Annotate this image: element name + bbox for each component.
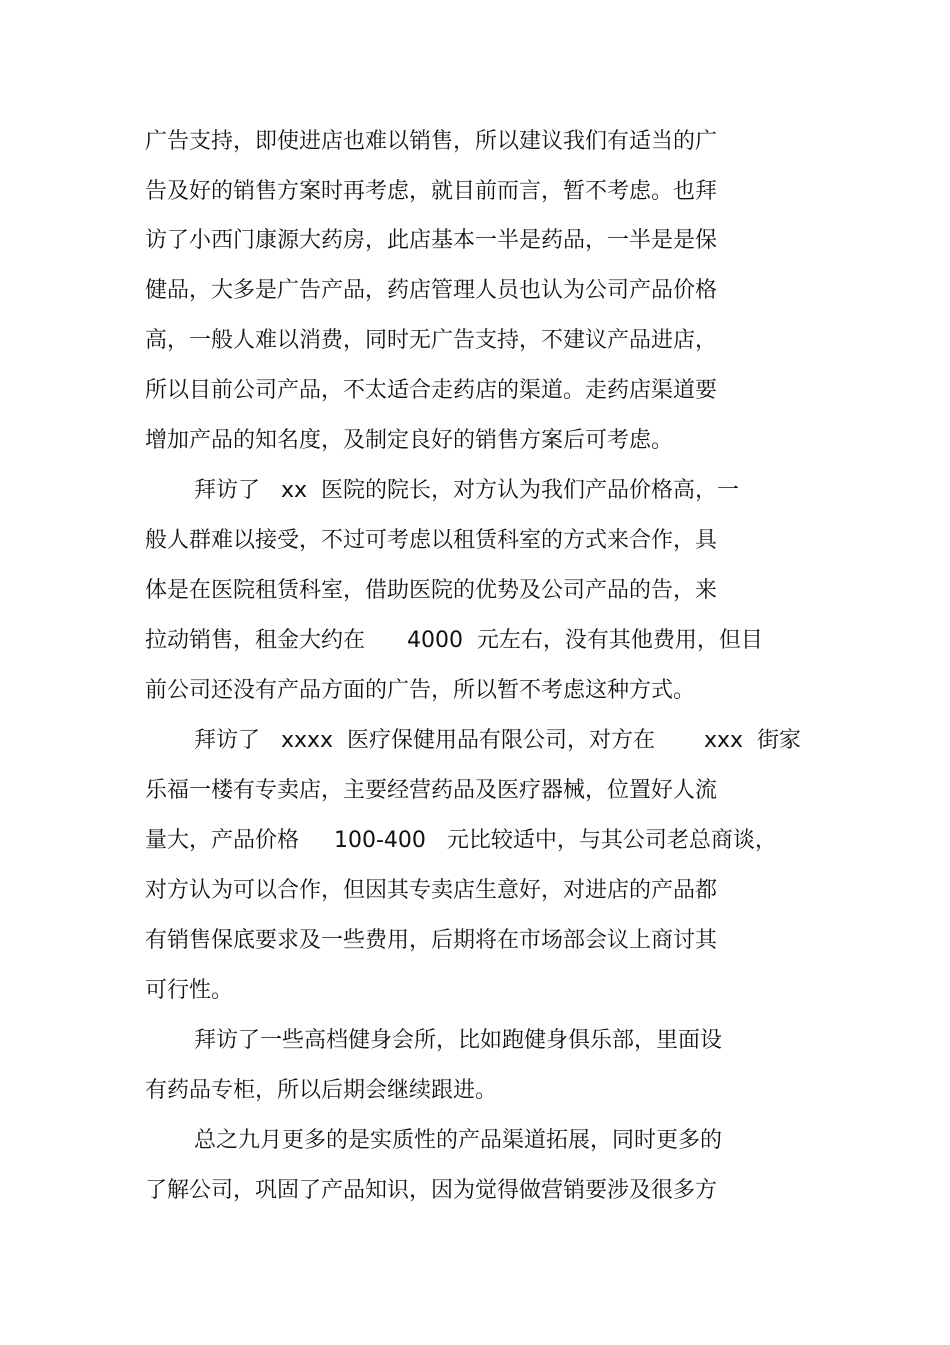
text-line: 体是在医院租赁科室，借助医院的优势及公司产品的告，来 — [145, 578, 718, 603]
text-line: 可行性。 — [145, 978, 234, 1003]
text-line: 拉动销售，租金大约在 4000 元左右，没有其他费用，但目 — [145, 628, 763, 653]
text-line: 健品，大多是广告产品，药店管理人员也认为公司产品价格 — [145, 278, 718, 303]
text-line: 前公司还没有产品方面的广告，所以暂不考虑这种方式。 — [145, 678, 696, 703]
text-line: 高，一般人难以消费，同时无广告支持，不建议产品进店， — [145, 328, 718, 353]
text-line: 般人群难以接受，不过可考虑以租赁科室的方式来合作，具 — [145, 528, 718, 553]
text-line: 乐福一楼有专卖店，主要经营药品及医疗器械，位置好人流 — [145, 778, 718, 803]
text-line: 访了小西门康源大药房，此店基本一半是药品，一半是是保 — [145, 228, 718, 253]
text-line: 了解公司，巩固了产品知识，因为觉得做营销要涉及很多方 — [145, 1178, 718, 1203]
text-line: 拜访了一些高档健身会所，比如跑健身俱乐部，里面设 — [194, 1028, 723, 1053]
text-line: 总之九月更多的是实质性的产品渠道拓展，同时更多的 — [194, 1128, 723, 1153]
text-line: 拜访了 xxxx 医疗保健用品有限公司，对方在 xxx 街家 — [194, 728, 802, 753]
text-line: 量大，产品价格 100-400 元比较适中，与其公司老总商谈， — [145, 828, 777, 853]
text-line: 对方认为可以合作，但因其专卖店生意好，对进店的产品都 — [145, 878, 718, 903]
text-line: 有销售保底要求及一些费用，后期将在市场部会议上商讨其 — [145, 928, 718, 953]
text-line: 广告支持，即使进店也难以销售，所以建议我们有适当的广 — [145, 129, 718, 154]
text-line: 拜访了 xx 医院的院长，对方认为我们产品价格高，一 — [194, 478, 740, 503]
text-line: 有药品专柜，所以后期会继续跟进。 — [145, 1078, 498, 1103]
text-line: 所以目前公司产品，不太适合走药店的渠道。走药店渠道要 — [145, 378, 718, 403]
text-line: 告及好的销售方案时再考虑，就目前而言，暂不考虑。也拜 — [145, 179, 718, 204]
text-line: 增加产品的知名度，及制定良好的销售方案后可考虑。 — [145, 428, 674, 453]
